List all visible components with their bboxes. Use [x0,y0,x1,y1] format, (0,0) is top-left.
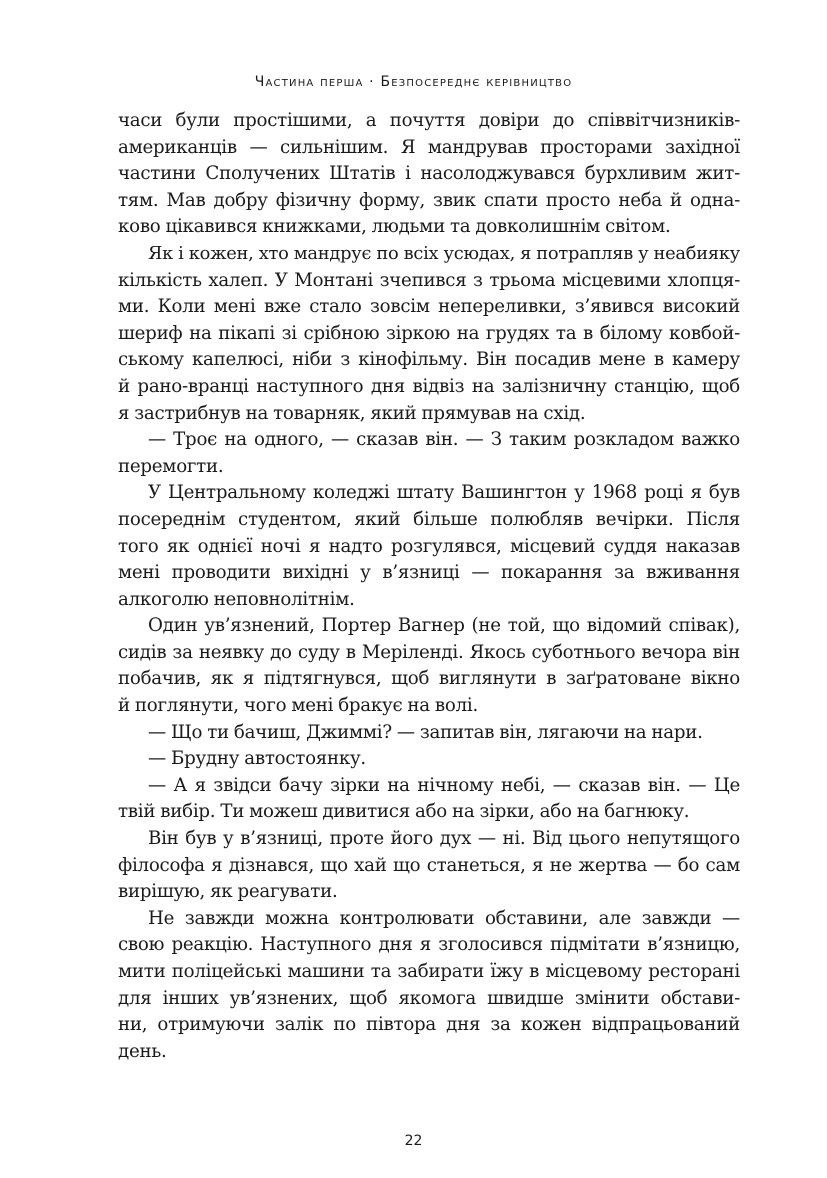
text-line: ми. Коли мені вже стало зовсім непереливки, з’явився високий [118,296,740,318]
text-line: я застрибнув на товарняк, який прямував на схід. [118,402,586,424]
text-line: ково цікавився книжками, людьми та довколишнім світом. [118,216,671,238]
body-text [118,108,740,1065]
text-line: У Центральному коледжі штату Вашингтон у 1968 році я був [148,482,740,504]
text-line: мені проводити вихідні у в’язниці — покарання за вживання [118,562,740,584]
text-line: Він був у в’язниці, проте його дух — ні. Від цього непутящого [148,828,740,850]
text-line: — Троє на одного, — сказав він. — З таким розкладом важко [148,429,740,451]
text-line: кількість халеп. У Монтані зчепився з трьома місцевими хлопця- [118,269,740,291]
text-line: свою реакцію. Наступного дня я зголосився підмітати в’язницю, [118,934,740,956]
text-line: сидів за неявку до суду в Меріленді. Якось суботнього вечора він [118,641,740,663]
text-line: алкоголю неповнолітнім. [118,588,355,610]
text-line: Не завжди можна контролювати обставини, але завжди — [148,907,740,929]
text-line: для інших ув’язнених, щоб якомога швидше змінити обстави- [118,987,740,1009]
page-number: 22 [404,1133,423,1149]
text-line: перемогти. [118,455,224,477]
text-line: частини Сполучених Штатів і насолоджувався бурхливим жит- [118,163,740,185]
text-line: й поглянути, чого мені бракує на волі. [118,695,479,717]
text-line: Один ув’язнений, Портер Вагнер (не той, що відомий співак), [148,615,740,637]
text-line: — Брудну автостоянку. [148,748,366,770]
text-line: часи були простішими, а почуття довіри до співвітчизників- [118,110,740,131]
text-line: шериф на пікапі зі срібною зіркою на грудях та в білому ковбой- [118,322,740,344]
text-line: посереднім студентом, який більше полюбляв вечірки. Після [118,508,740,530]
text-line: вирішую, як реагувати. [118,881,338,903]
text-line: мити поліцейські машини та забирати їжу в місцевому ресторані [118,961,740,982]
running-head: Частина перша · Безпосереднє керівництво [254,74,573,90]
text-line: того як однієї ночі я надто розгулявся, місцевий суддя наказав [118,535,740,557]
text-line: тям. Мав добру фізичну форму, звик спати просто неба й одна- [118,189,740,211]
text-line: — Що ти бачиш, Джиммі? — запитав він, лягаючи на нари. [148,721,703,743]
text-line: побачив, як я підтягнувся, щоб виглянути в заґратоване вікно [118,668,740,690]
text-line: твій вибір. Ти можеш дивитися або на зірки, або на багнюку. [118,801,690,823]
text-line: день. [118,1040,167,1062]
text-line: ському капелюсі, ніби з кінофільму. Він посадив мене в камеру [118,349,740,371]
text-line: ни, отримуючи залік по півтора дня за кожен відпрацьований [118,1014,740,1036]
text-line: філософа я дізнався, що хай що станеться, я не жертва — бо сам [118,854,740,876]
text-line: американців — сильнішим. Я мандрував просторами західної [118,136,740,158]
text-line: — А я звідси бачу зірки на нічному небі, — сказав він. — Це [148,774,740,796]
text-line: Як і кожен, хто мандрує по всіх усюдах, я потрапляв у неабияку [148,242,740,264]
text-line: й рано-вранці наступного дня відвіз на залізничну станцію, щоб [118,375,740,397]
